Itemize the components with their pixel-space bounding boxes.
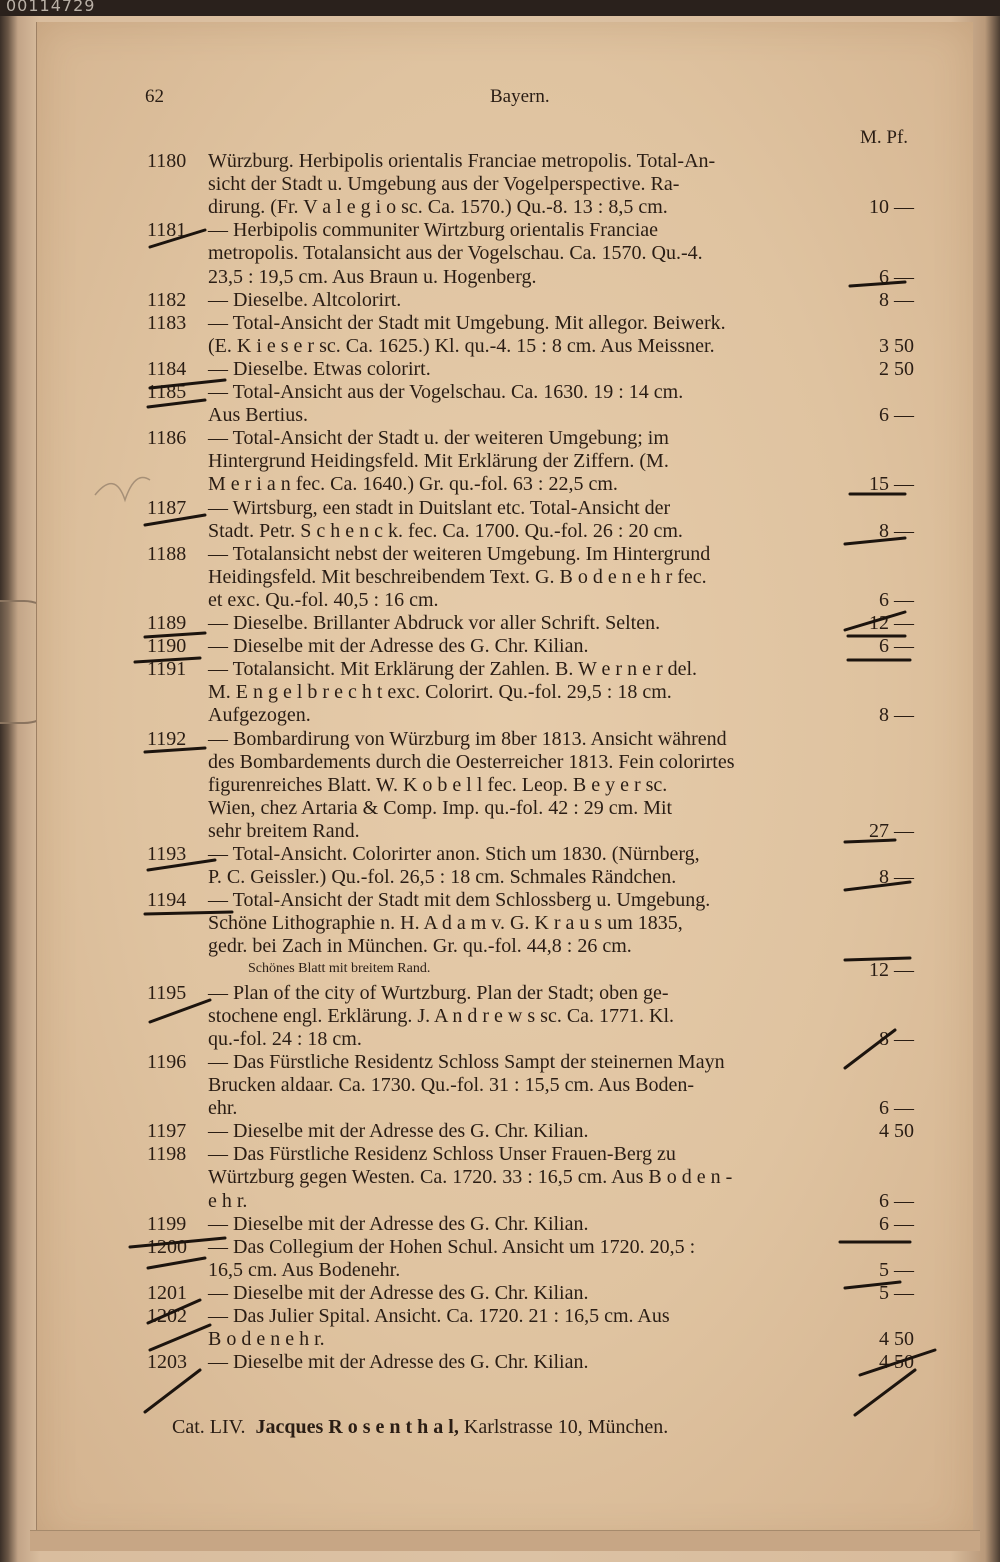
entry-number: 1183 [147,311,187,334]
entry-number: 1198 [147,1143,187,1166]
strike-1200 [148,1258,205,1268]
entry-text-line: — Total-Ansicht der Stadt mit dem Schlossberg u. Umgebung. [208,889,711,912]
entry-text-line: — Das Fürstliche Residentz Schloss Sampt der steinernen Mayn [208,1050,725,1073]
shelfmark-stamp: 00114729 [6,0,96,15]
entry-price: 6 — [879,265,914,288]
entry-text-line: Schönes Blatt mit breitem Rand. [248,960,431,976]
entry-text-line: — Totalansicht. Mit Erklärung der Zahlen. B. W e r n e r del. [208,658,698,681]
entry-text-line: — Das Collegium der Hohen Schul. Ansicht um 1720. 20,5 : [208,1235,696,1258]
entry-price: 3 50 [879,334,914,357]
entry-text-line: Stadt. Petr. S c h e n c k. fec. Ca. 1700. Qu.-fol. 26 : 20 cm. [208,519,683,542]
entry-text-line: — Totalansicht nebst der weiteren Umgebung. Im Hintergrund [208,542,711,565]
price-column-header: M. Pf. [860,127,909,148]
entry-price: 5 — [879,1258,914,1281]
entry-price: 27 — [869,819,914,842]
entry-text-line: dirung. (Fr. V a l e g i o sc. Ca. 1570.) Qu.-8. 13 : 8,5 cm. [208,196,668,219]
entry-price: 4 50 [879,1351,914,1374]
entry-price: 6 — [879,1189,914,1212]
entry-text-line: sicht der Stadt u. Umgebung aus der Vogelperspective. Ra- [208,173,680,196]
firm-address: Karlstrasse 10, München. [463,1416,669,1438]
entry-text-line: Hintergrund Heidingsfeld. Mit Erklärung der Ziffern. (M. [208,450,669,473]
entry-text-line: (E. K i e s e r sc. Ca. 1625.) Kl. qu.-4. 15 : 8 cm. Aus Meissner. [208,334,715,357]
entry-price: 6 — [879,404,914,427]
entry-number: 1195 [147,981,187,1004]
entry-text-line: gedr. bei Zach in München. Gr. qu.-fol. 44,8 : 26 cm. [208,935,632,958]
entry-text-line: — Total-Ansicht. Colorirter anon. Stich um 1830. (Nürnberg, [208,843,700,865]
entry-number: 1182 [147,288,187,311]
entry-number: 1193 [147,843,187,865]
price-strike-1200 [845,1282,900,1288]
strike-1184 [150,380,225,388]
entry-number: 1190 [147,635,187,658]
price-strike-1194 [845,958,910,960]
entry-text-line: — Das Fürstliche Residenz Schloss Unser Frauen-Berg zu [208,1143,676,1166]
entry-text-line: Schöne Lithographie n. H. A d a m v. G. K r a u s um 1835, [208,912,683,935]
entry-price: 8 — [879,1027,914,1050]
entry-text-line: Aufgezogen. [208,704,311,727]
entry-text-line: — Dieselbe. Altcolorirt. [208,288,402,311]
entry-number: 1196 [147,1050,187,1073]
entry-number: 1202 [147,1305,187,1327]
entry-number: 1186 [147,427,187,450]
entry-text-line: sehr breitem Rand. [208,819,360,842]
strike-1202 [150,1325,210,1350]
entry-price: 8 — [879,519,914,542]
strike-1199 [130,1238,225,1247]
entry-text-line: B o d e n e h r. [208,1328,325,1351]
strike-1185 [148,400,205,407]
entry-text-line: — Bombardirung von Würzburg im 8ber 1813. Ansicht während [208,727,727,750]
entry-price: 12 — [869,958,914,981]
entry-text-line: metropolis. Totalansicht aus der Vogelschau. Ca. 1570. Qu.-4. [208,242,703,265]
price-strike-1195 [845,1030,895,1068]
entry-text-line: e h r. [208,1189,248,1212]
entry-price: 10 — [869,196,914,219]
strike-1187 [145,515,205,525]
price-strike-1202 [860,1350,935,1375]
entry-text-line: — Dieselbe mit der Adresse des G. Chr. Kilian. [208,635,589,658]
entry-text-line: M e r i a n fec. Ca. 1640.) Gr. qu.-fol. 63 : 22,5 cm. [208,473,618,496]
entry-text-line: — Dieselbe mit der Adresse des G. Chr. Kilian. [208,1281,589,1304]
entry-text-line: — Dieselbe. Etwas colorirt. [208,357,431,380]
strike-1194 [145,912,232,914]
entry-number: 1192 [147,727,187,750]
price-strike-1188 [845,612,905,630]
entry-price: 8 — [879,288,914,311]
entry-number: 1180 [147,150,187,172]
entry-text-line: Würzburg. Herbipolis orientalis Franciae metropolis. Total-An- [208,150,716,172]
entry-text-line: — Plan of the city of Wurtzburg. Plan der Stadt; oben ge- [208,981,669,1004]
entry-number: 1189 [147,612,187,634]
entry-price: 8 — [879,866,914,889]
entry-text-line: — Total-Ansicht aus der Vogelschau. Ca. 1630. 19 : 14 cm. [208,381,684,403]
strike-1203 [145,1370,200,1412]
firm-name: Jacques R o s e n t h a l, [255,1416,459,1438]
entry-text-line: ehr. [208,1097,238,1120]
entry-text-line: Würtzburg gegen Westen. Ca. 1720. 33 : 16,5 cm. Aus B o d e n - [208,1166,733,1189]
entry-number: 1200 [147,1235,187,1258]
entry-number: 1203 [147,1351,187,1374]
page-number: 62 [145,86,164,107]
entry-price: 4 50 [879,1120,914,1143]
running-title: Bayern. [490,86,550,107]
entry-number: 1201 [147,1281,187,1304]
entry-text-line: — Wirtsburg, een stadt in Duitslant etc. Total-Ansicht der [208,496,671,519]
entry-text-line: — Dieselbe. Brillanter Abdruck vor aller Schrift. Selten. [208,612,661,634]
entry-price: 15 — [869,473,914,496]
entry-text-line: Aus Bertius. [208,404,308,427]
faint-pencil-scribble [95,478,150,501]
entry-number: 1194 [147,889,187,912]
entry-number: 1188 [147,542,187,565]
entry-text-line: P. C. Geissler.) Qu.-fol. 26,5 : 18 cm. Schmales Rändchen. [208,866,677,889]
entry-text-line: stochene engl. Erklärung. J. A n d r e w s sc. Ca. 1771. Kl. [208,1004,675,1027]
strike-1189 [145,633,205,637]
entry-text-line: figurenreiches Blatt. W. K o b e l l fec. Leop. B e y e r sc. [208,773,668,796]
price-strike-1192 [845,840,895,842]
strike-1190 [135,658,200,662]
entry-text-line: — Dieselbe mit der Adresse des G. Chr. Kilian. [208,1120,589,1143]
entry-text-line: — Total-Ansicht der Stadt u. der weiteren Umgebung; im [208,427,669,450]
strike-1181 [150,230,205,247]
entry-number: 1199 [147,1212,187,1235]
price-strike-1187 [845,538,905,544]
entry-price: 8 — [879,704,914,727]
strike-1201 [148,1300,200,1323]
entry-price: 12 — [869,612,914,634]
price-strike-1181 [850,282,905,286]
entry-price: 5 — [879,1281,914,1304]
entry-price: 6 — [879,1097,914,1120]
entry-text-line: 23,5 : 19,5 cm. Aus Braun u. Hogenberg. [208,265,537,288]
entry-text-line: — Dieselbe mit der Adresse des G. Chr. Kilian. [208,1351,589,1374]
entry-price: 6 — [879,635,914,658]
entry-number: 1185 [147,381,187,403]
entry-price: 6 — [879,588,914,611]
entry-number: 1184 [147,357,187,380]
entry-text-line: qu.-fol. 24 : 18 cm. [208,1027,362,1050]
entry-text-line: — Das Julier Spital. Ansicht. Ca. 1720. 21 : 16,5 cm. Aus [208,1305,670,1327]
entry-price: 6 — [879,1212,914,1235]
entry-text-line: — Dieselbe mit der Adresse des G. Chr. Kilian. [208,1212,589,1235]
entry-number: 1191 [147,658,187,681]
entry-text-line: des Bombardements durch die Oesterreicher 1813. Fein colorirtes [208,750,735,773]
entry-price: 4 50 [879,1328,914,1351]
entry-text-line: — Herbipolis communiter Wirtzburg orientalis Franciae [208,219,659,242]
entry-price: 2 50 [879,357,914,380]
strike-1195 [150,1000,210,1022]
entry-text-line: M. E n g e l b r e c h t exc. Colorirt. Qu.-fol. 29,5 : 18 cm. [208,681,672,704]
entry-number: 1187 [147,496,187,519]
price-strike-1193 [845,882,910,890]
entry-number: 1197 [147,1120,187,1143]
price-strike-1203 [855,1370,915,1415]
strike-1193 [148,860,215,870]
entry-number: 1181 [147,219,187,242]
entry-text-line: 16,5 cm. Aus Bodenehr. [208,1258,401,1281]
entry-text-line: Heidingsfeld. Mit beschreibendem Text. G. B o d e n e h r fec. [208,565,707,588]
entry-text-line: Wien, chez Artaria & Comp. Imp. qu.-fol. 42 : 29 cm. Mit [208,796,673,819]
catalog-number: Cat. LIV. [172,1416,246,1438]
strike-1192 [145,748,205,752]
entry-text-line: Brucken aldaar. Ca. 1730. Qu.-fol. 31 : 15,5 cm. Aus Boden- [208,1074,695,1096]
entry-text-line: et exc. Qu.-fol. 40,5 : 16 cm. [208,588,439,611]
entry-text-line: — Total-Ansicht der Stadt mit Umgebung. Mit allegor. Beiwerk. [208,311,726,334]
